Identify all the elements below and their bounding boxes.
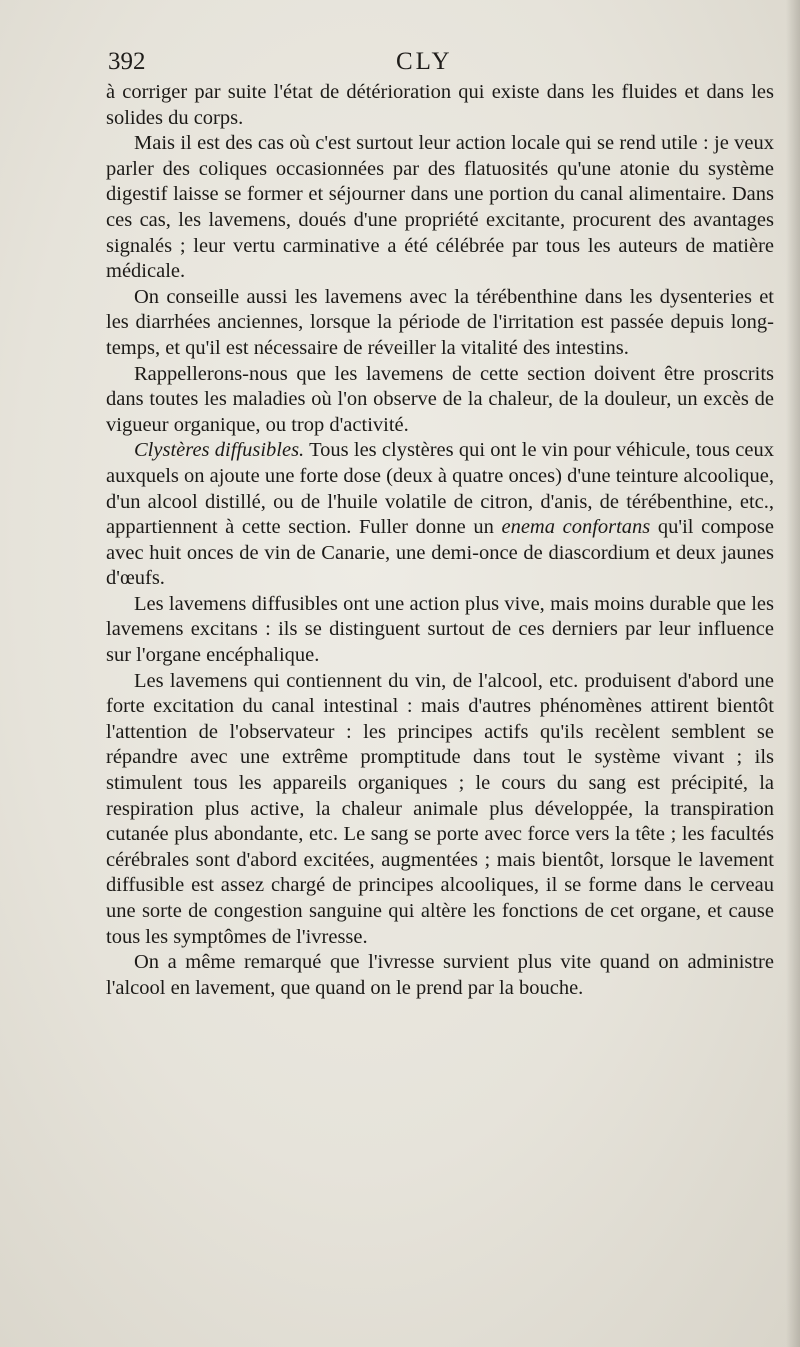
paragraph [106,950,774,1001]
body-text [106,80,774,1001]
latin-term: enema confortans [501,516,651,539]
section-heading: Clystères diffusibles. [134,439,305,462]
paragraph [106,285,774,362]
paragraph [106,669,774,951]
paragraph-text: Rappellerons-nous que les lavemens de cette section doivent être proscrits dans toutes les maladies où l'on observe de la chaleur, de la douleur, un excès de vigueur organique, ou trop d'activité. [106,362,774,436]
paragraph-text: à corriger par suite l'état de détérioration qui existe dans les fluides et dans les solides du corps. [106,81,774,129]
paragraph-text: On conseille aussi les lavemens avec la térébenthine dans les dysenteries et les diarrhées anciennes, lorsque la période de l'irritation est passée depuis long-temps, et qu'il est nécessaire de réveiller la vitalité des intestins. [106,285,774,359]
paragraph-text: qu'il compose avec huit onces de vin de Canarie, une demi-once de diascordium et deux jaunes d'œufs. [106,516,774,590]
page-header [108,48,768,84]
running-head: CLY [396,48,453,75]
paragraph [106,592,774,669]
paragraph [106,80,774,131]
paragraph-text: Les lavemens qui contiennent du vin, de l'alcool, etc. produisent d'abord une forte excitation du canal intestinal : mais d'autres phénomènes attirent bientôt l'attention de l'observateur : les principes actifs qu'ils recèlent semblent se répandre avec une extrême promptitude dans tout le système vivant ; ils stimulent tous les appareils organiques ; le cours du sang est précipité, la respiration plus active, la chaleur animale plus développée, la transpiration cutanée plus abondante, etc. Le sang se porte avec force vers la tête ; les facultés cérébrales sont d'abord excitées, augmentées ; mais bientôt, lorsque le lavement diffusible est assez chargé de principes alcooliques, il se forme dans le cerveau une sorte de congestion sanguine qui altère les fonctions de cet organe, et cause tous les symptômes de l'ivresse. [106,669,774,948]
paragraph-text: On a même remarqué que l'ivresse survient plus vite quand on administre l'alcool en lavement, que quand on le prend par la bouche. [106,951,774,999]
paragraph [106,131,774,285]
paragraph-clysteres-diffusibles [106,438,774,592]
paragraph-text: Tous les clystères qui ont le vin pour véhicule, tous ceux auxquels on ajoute une forte dose (deux à quatre onces) d'une teinture alcoolique, d'un alcool distillé, ou de l'huile volatile de citron, d'anis, de térébenthine, etc., appartiennent à cette section. Fuller donne un [106,439,774,539]
paragraph-text: Les lavemens diffusibles ont une action plus vive, mais moins durable que les lavemens excitans : ils se distinguent surtout de ces derniers par leur influence sur l'organe encéphalique. [106,592,774,667]
paragraph-text: Mais il est des cas où c'est surtout leur action locale qui se rend utile : je veux parler des coliques occasionnées par des flatuosités qu'une atonie du système digestif laisse se former et séjourner dans une portion du canal alimentaire. Dans ces cas, les lavemens, doués d'une propriété excitante, procurent des avantages signalés ; leur vertu carminative a été célébrée par tous les auteurs de matière médicale. [106,132,774,283]
page-number: 392 [108,48,146,75]
page-edge-shadow [786,0,800,1347]
paragraph [106,362,774,439]
